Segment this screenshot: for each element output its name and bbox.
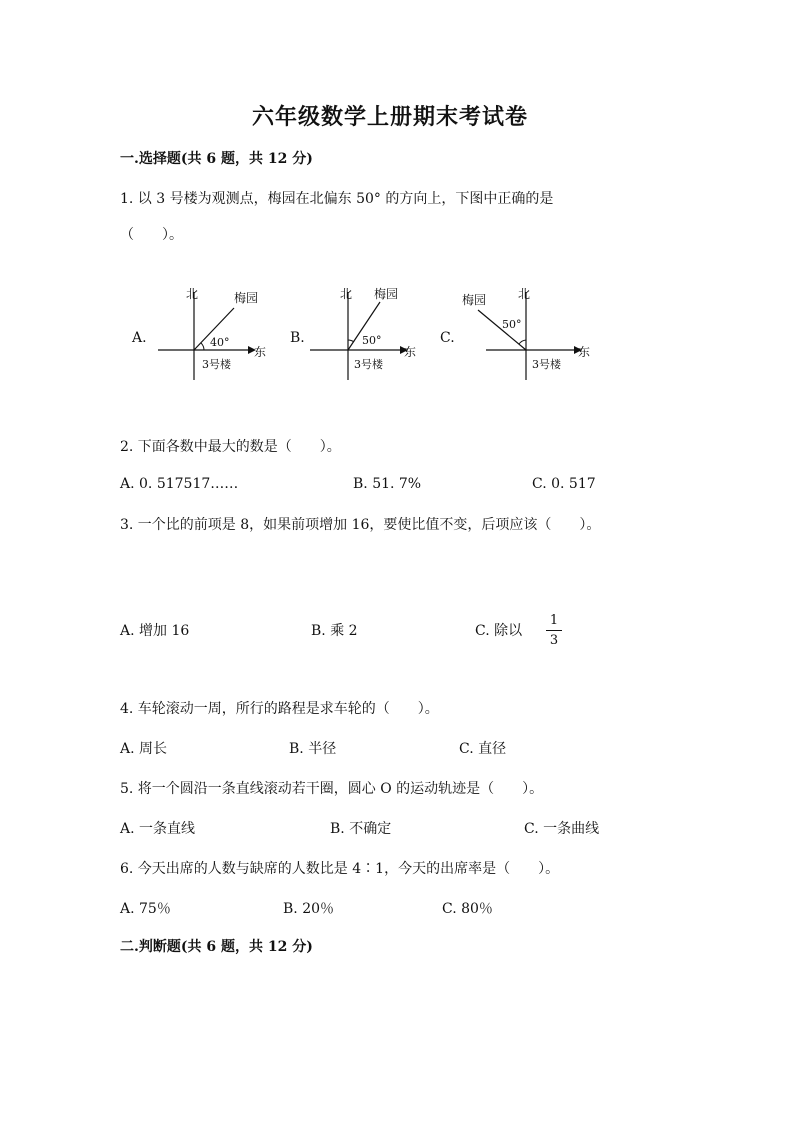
origin-label: 3号楼 <box>202 358 231 371</box>
north-label: 北 <box>340 287 353 301</box>
east-label: 东 <box>254 345 267 359</box>
angle-arc <box>348 340 354 342</box>
question-2-stem: 2. 下面各数中最大的数是（ ）。 <box>120 439 341 455</box>
figure-b-label: B. <box>290 330 305 346</box>
angle-label: 50° <box>362 334 382 347</box>
question-4-option-c: C. 直径 <box>459 741 507 757</box>
question-2-option-b: B. 51. 7% <box>353 476 422 492</box>
question-2-option-c: C. 0. 517 <box>532 476 596 492</box>
north-label: 北 <box>186 287 199 301</box>
fraction-numerator: 1 <box>549 613 559 628</box>
angle-arc <box>201 343 204 350</box>
question-5-option-c: C. 一条曲线 <box>524 821 600 837</box>
target-label: 梅园 <box>374 287 399 301</box>
question-3-fraction <box>546 612 562 649</box>
question-6-option-c: C. 80％ <box>442 901 493 917</box>
question-5-option-a: A. 一条直线 <box>120 821 196 837</box>
question-3-option-a: A. 增加 16 <box>120 623 190 639</box>
question-4-option-a: A. 周长 <box>120 741 168 757</box>
target-label: 梅园 <box>462 293 487 307</box>
origin-label: 3号楼 <box>354 358 383 371</box>
section-heading-choice: 一.选择题(共 6 题，共 12 分) <box>120 151 313 167</box>
angle-label: 40° <box>210 336 230 349</box>
question-4-stem: 4. 车轮滚动一周，所行的路程是求车轮的（ ）。 <box>120 701 439 717</box>
east-label: 东 <box>404 345 417 359</box>
fraction-bar <box>546 630 562 631</box>
figure-b-compass <box>306 282 436 382</box>
east-label: 东 <box>578 345 591 359</box>
north-label: 北 <box>518 287 531 301</box>
page-title: 六年级数学上册期末考试卷 <box>252 104 529 130</box>
angle-arc <box>519 340 526 344</box>
target-label: 梅园 <box>234 291 259 305</box>
question-6-stem: 6. 今天出席的人数与缺席的人数比是 4∶1，今天的出席率是（ ）。 <box>120 861 560 877</box>
question-5-option-b: B. 不确定 <box>330 821 392 837</box>
question-4-option-b: B. 半径 <box>289 741 337 757</box>
question-6-option-a: A. 75％ <box>120 901 171 917</box>
section-heading-judgment: 二.判断题(共 6 题，共 12 分) <box>120 939 313 955</box>
question-1-blank: （ ）。 <box>120 227 183 243</box>
question-3-option-b: B. 乘 2 <box>311 623 358 639</box>
question-3-stem: 3. 一个比的前项是 8，如果前项增加 16，要使比值不变，后项应该（ ）。 <box>120 517 601 533</box>
origin-label: 3号楼 <box>532 358 561 371</box>
figure-a-compass <box>152 282 282 382</box>
figure-a-label: A. <box>132 330 147 346</box>
question-5-stem: 5. 将一个圆沿一条直线滚动若干圈，圆心 O 的运动轨迹是（ ）。 <box>120 781 544 797</box>
question-2-option-a: A. 0. 517517…… <box>120 476 239 492</box>
question-3-option-c: C. 除以 <box>475 623 523 639</box>
question-1-stem: 1. 以 3 号楼为观测点，梅园在北偏东 50° 的方向上，下图中正确的是 <box>120 191 554 207</box>
question-6-option-b: B. 20％ <box>283 901 335 917</box>
figure-c-compass <box>456 282 596 382</box>
fraction-denominator: 3 <box>549 633 559 648</box>
angle-label: 50° <box>502 318 522 331</box>
figure-c-label: C. <box>440 330 455 346</box>
